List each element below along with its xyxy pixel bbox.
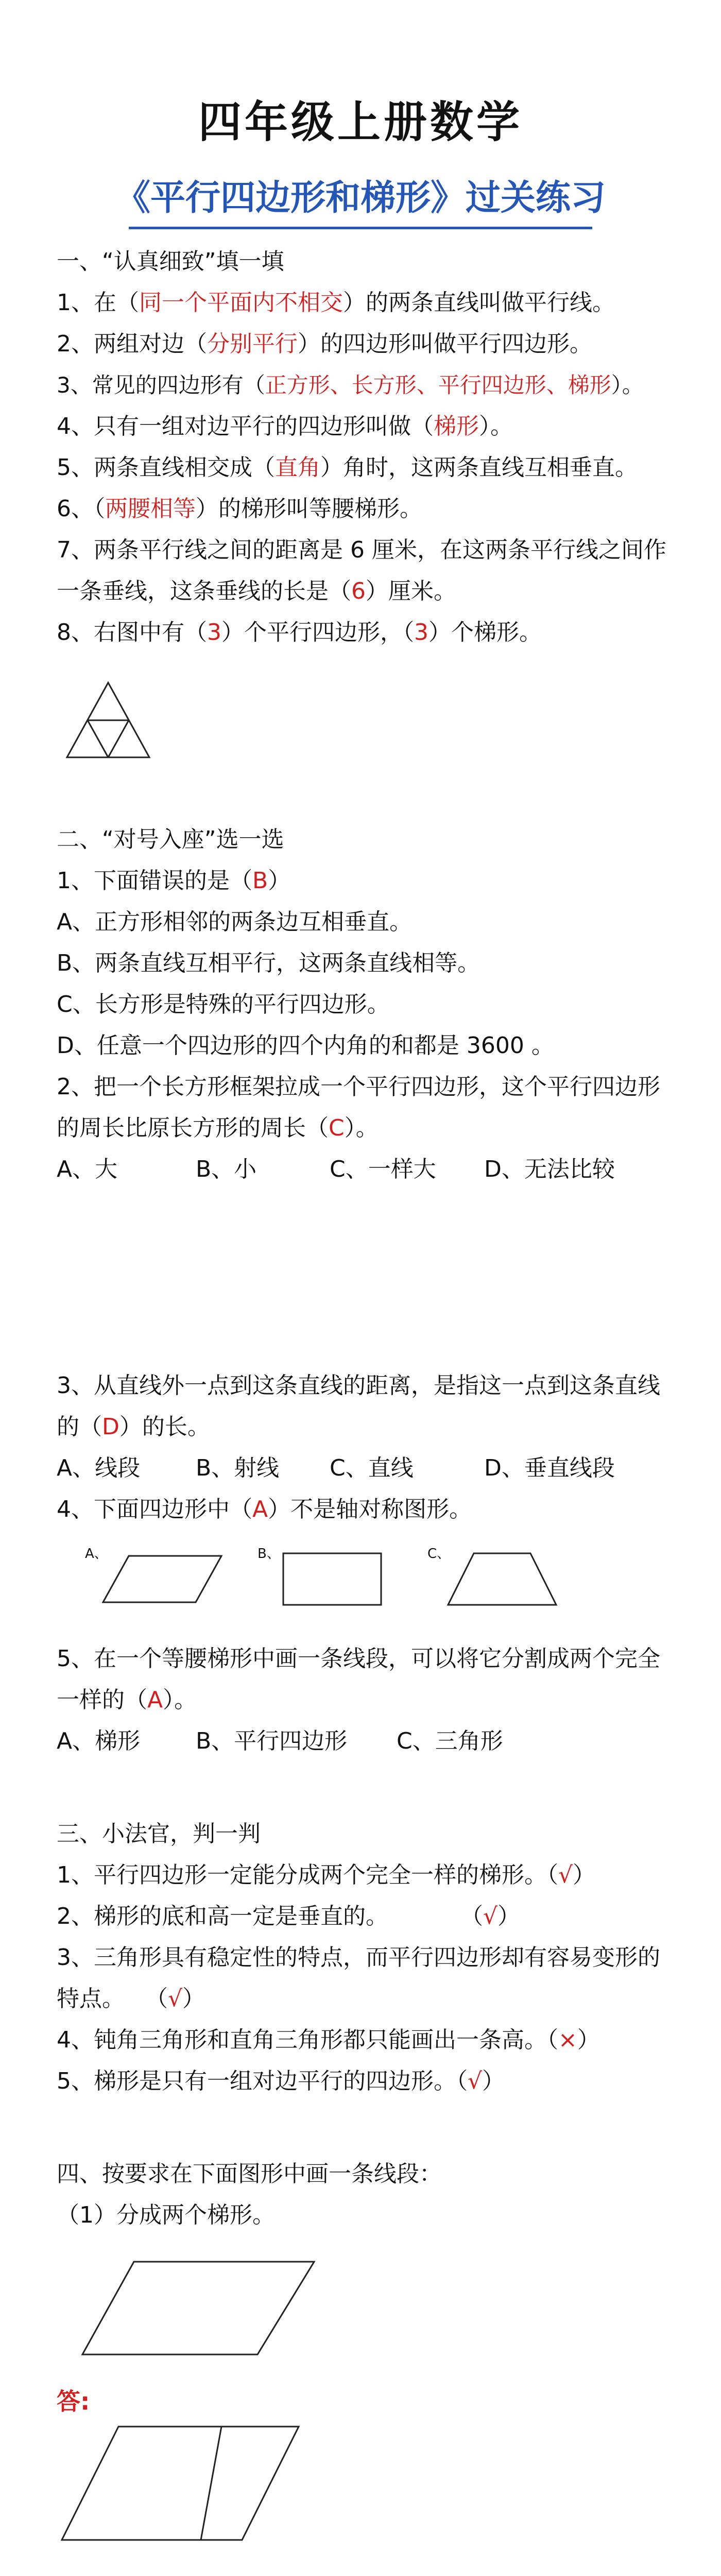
s4-part-1: （1）分成两个梯形。 (57, 2202, 275, 2228)
s2-q3-option-b: B、射线 (196, 1455, 280, 1481)
answer: D (102, 1414, 119, 1440)
s3-question-3-line-1: 3、三角形具有稳定性的特点，而平行四边形却有容易变形的 (57, 1944, 660, 1971)
page-subtitle: 《平行四边形和梯形》过关练习 (115, 178, 606, 218)
s3-question-5: 5、梯形是只有一组对边平行的四边形。（√） (57, 2068, 505, 2094)
s3-question-2: 2、梯形的底和高一定是垂直的。 （√） (57, 1903, 521, 1929)
s3-question-4: 4、钝角三角形和直角三角形都只能画出一条高。（×） (57, 2027, 600, 2053)
s2-q5-option-a: A、梯形 (57, 1728, 141, 1754)
s1-question-3: 3、常见的四边形有（正方形、长方形、平行四边形、梯形）。 (57, 372, 644, 398)
answer: √ (468, 2068, 483, 2094)
s3-question-3-line-2: 特点。 （√） (57, 1986, 205, 2012)
s1-question-8: 8、右图中有（3）个平行四边形，（3）个梯形。 (57, 619, 542, 646)
triangle-figure (57, 675, 160, 768)
answer: √ (168, 1986, 183, 2012)
s2-q2-option-d: D、无法比较 (484, 1156, 615, 1182)
s1-question-4: 4、只有一组对边平行的四边形叫做（梯形）。 (57, 413, 513, 439)
parallelogram-answer-1 (57, 2421, 304, 2545)
section-1-heading: 一、“认真细致”填一填 (57, 248, 284, 275)
answer: 分别平行 (207, 331, 298, 357)
answer: √ (483, 1903, 498, 1929)
shape-label-b: B、 (258, 1546, 280, 1562)
s2-q1-option-d: D、任意一个四边形的四个内角的和都是 3600 。 (57, 1032, 554, 1059)
page-title: 四年级上册数学 (198, 97, 523, 147)
answer: √ (558, 1862, 573, 1888)
s2-q2-option-c: C、一样大 (330, 1156, 436, 1182)
s1-question-5: 5、两条直线相交成（直角）角时，这两条直线互相垂直。 (57, 454, 638, 481)
parallelogram-shape-a (98, 1551, 227, 1607)
s2-q5-option-b: B、平行四边形 (196, 1728, 348, 1754)
answer: 梯形 (434, 413, 479, 439)
s2-q3-option-d: D、垂直线段 (484, 1455, 615, 1481)
s2-question-2-line-1: 2、把一个长方形框架拉成一个平行四边形，这个平行四边形 (57, 1074, 660, 1100)
s2-question-3-line-1: 3、从直线外一点到这条直线的距离，是指这一点到这条直线 (57, 1372, 660, 1399)
s2-q1-option-b: B、两条直线互相平行，这两条直线相等。 (57, 950, 480, 976)
s1-question-7-line-2: 一条垂线，这条垂线的长是（6）厘米。 (57, 578, 456, 604)
s4-answer-label-1: 答: (57, 2387, 90, 2415)
s2-q3-option-a: A、线段 (57, 1455, 141, 1481)
answer: × (558, 2027, 577, 2053)
s1-question-1: 1、在（同一个平面内不相交）的两条直线叫做平行线。 (57, 290, 615, 316)
answer: C (329, 1115, 345, 1141)
answer: 直角 (275, 454, 320, 481)
s2-q1-option-a: A、正方形相邻的两条边互相垂直。 (57, 909, 413, 935)
answer: A (252, 1496, 268, 1522)
shape-label-c: C、 (427, 1546, 451, 1562)
section-3-heading: 三、小法官，判一判 (57, 1821, 261, 1847)
answer: 两腰相等 (105, 496, 196, 522)
section-4-heading: 四、按要求在下面图形中画一条线段： (57, 2161, 442, 2187)
s3-question-1: 1、平行四边形一定能分成两个完全一样的梯形。（√） (57, 1862, 596, 1888)
s2-question-5-line-2: 一样的（A）。 (57, 1687, 197, 1713)
answer: B (252, 868, 268, 894)
answer: A (147, 1687, 163, 1713)
s2-question-4: 4、下面四边形中（A）不是轴对称图形。 (57, 1496, 472, 1522)
trapezoid-shape-c (443, 1548, 561, 1610)
answer: 3 (207, 619, 221, 646)
s2-q1-option-c: C、长方形是特殊的平行四边形。 (57, 991, 390, 1018)
s2-q3-option-c: C、直线 (330, 1455, 414, 1481)
s1-question-7-line-1: 7、两条平行线之间的距离是 6 厘米，在这两条平行线之间作 (57, 537, 666, 563)
section-2-heading: 二、“对号入座”选一选 (57, 826, 284, 853)
answer: 同一个平面内不相交 (139, 290, 343, 316)
rectangle-shape-b (278, 1548, 386, 1610)
s2-q2-option-a: A、大 (57, 1156, 118, 1182)
subtitle-underline (129, 227, 592, 229)
s2-question-2-line-2: 的周长比原长方形的周长（C）。 (57, 1115, 379, 1141)
answer: 3 (414, 619, 428, 646)
parallelogram-figure-1 (77, 2257, 319, 2360)
s1-question-6: 6、（两腰相等）的梯形叫等腰梯形。 (57, 496, 422, 522)
shape-label-a: A、 (85, 1546, 108, 1562)
answer: 6 (351, 578, 366, 604)
answer: 正方形、长方形、平行四边形、梯形 (265, 372, 611, 398)
s2-question-5-line-1: 5、在一个等腰梯形中画一条线段，可以将它分割成两个完全 (57, 1646, 660, 1672)
s2-question-1: 1、下面错误的是（B） (57, 868, 291, 894)
s2-q2-option-b: B、小 (196, 1156, 257, 1182)
s1-question-2: 2、两组对边（分别平行）的四边形叫做平行四边形。 (57, 331, 592, 357)
s2-q5-option-c: C、三角形 (397, 1728, 503, 1754)
s2-question-3-line-2: 的（D）的长。 (57, 1414, 210, 1440)
